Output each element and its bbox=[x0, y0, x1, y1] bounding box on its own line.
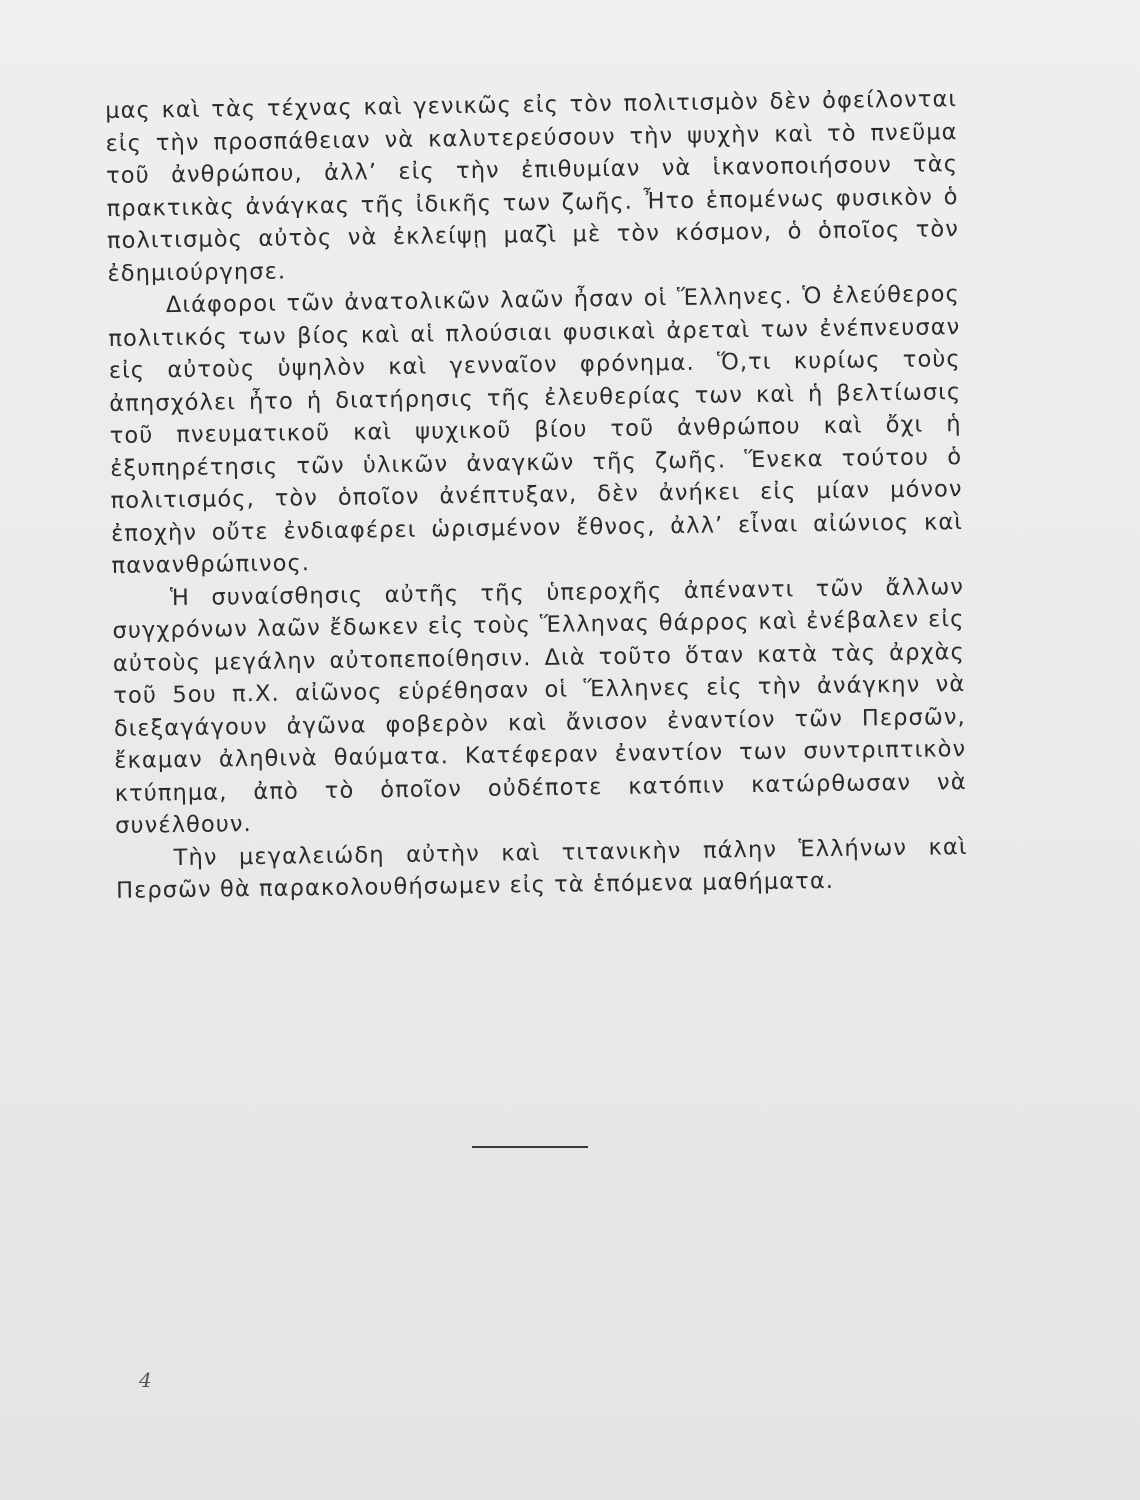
section-divider bbox=[472, 1146, 588, 1148]
paragraph-2: Διάφοροι τῶν ἀνατολικῶν λαῶν ἦσαν οἱ Ἕλληνες. Ὁ ἐλεύθερος πολιτικός των βίος καὶ αἱ πλούσιαι φυσικαὶ ἀρεταὶ των ἐνέπνευσαν εἰς αὐτοὺς ὑψηλὸν καὶ γενναῖον φρόνημα. Ὅ,τι κυρίως τοὺς ἀπησχόλει ἦτο ἡ διατήρησις τῆς ἐλευθερίας των καὶ ἡ βελτίωσις τοῦ πνευματικοῦ καὶ ψυχικοῦ βίου τοῦ ἀνθρώπου καὶ ὄχι ἡ ἐξυπηρέτησις τῶν ὑλικῶν ἀναγκῶν τῆς ζωῆς. Ἕνεκα τούτου ὁ πολιτισμός, τὸν ὁποῖον ἀνέπτυξαν, δὲν ἀνήκει εἰς μίαν μόνον ἐποχὴν οὔτε ἐνδιαφέρει ὡρισμένον ἔθνος, ἀλλ’ εἶναι αἰώνιος καὶ πανανθρώπινος. bbox=[108, 281, 964, 579]
paragraph-3: Ἡ συναίσθησις αὐτῆς τῆς ὑπεροχῆς ἀπέναντι τῶν ἄλλων συγχρόνων λαῶν ἔδωκεν εἰς τοὺς Ἕλληνας θάρρος καὶ ἐνέβαλεν εἰς αὐτοὺς μεγάλην αὐτοπεποίθησιν. Διὰ τοῦτο ὅταν κατὰ τὰς ἀρχὰς τοῦ 5ου π.Χ. αἰῶνος εὑρέθησαν οἱ Ἕλληνες εἰς τὴν ἀνάγκην νὰ διεξαγάγουν ἀγῶνα φοβερὸν καὶ ἄνισον ἐναντίον τῶν Περσῶν, ἔκαμαν ἀληθινὰ θαύματα. Κατέφεραν ἐναντίον των συντριπτικὸν κτύπημα, ἀπὸ τὸ ὁποῖον οὐδέποτε κατόπιν κατώρθωσαν νὰ συνέλθουν. bbox=[112, 573, 967, 839]
body-text bbox=[105, 83, 968, 907]
paragraph-4: Τὴν μεγαλειώδη αὐτὴν καὶ τιτανικὴν πάλην Ἑλλήνων καὶ Περσῶν θὰ παρακολουθήσωμεν εἰς τὰ ἑπόμενα μαθήματα. bbox=[115, 833, 968, 904]
paragraph-1: μας καὶ τὰς τέχνας καὶ γενικῶς εἰς τὸν πολιτισμὸν δὲν ὀφείλονται εἰς τὴν προσπάθειαν νὰ καλυτερεύσουν τὴν ψυχὴν καὶ τὸ πνεῦμα τοῦ ἀνθρώπου, ἀλλ’ εἰς τὴν ἐπιθυμίαν νὰ ἱκανοποιήσουν τὰς πρακτικὰς ἀνάγκας τῆς ἰδικῆς των ζωῆς. Ἦτο ἑπομένως φυσικὸν ὁ πολιτισμὸς αὐτὸς νὰ ἐκλείψῃ μαζὶ μὲ τὸν κόσμον, ὁ ὁποῖος τὸν ἐδημιούργησε. bbox=[105, 86, 960, 287]
page-number: 4 bbox=[139, 1368, 152, 1392]
